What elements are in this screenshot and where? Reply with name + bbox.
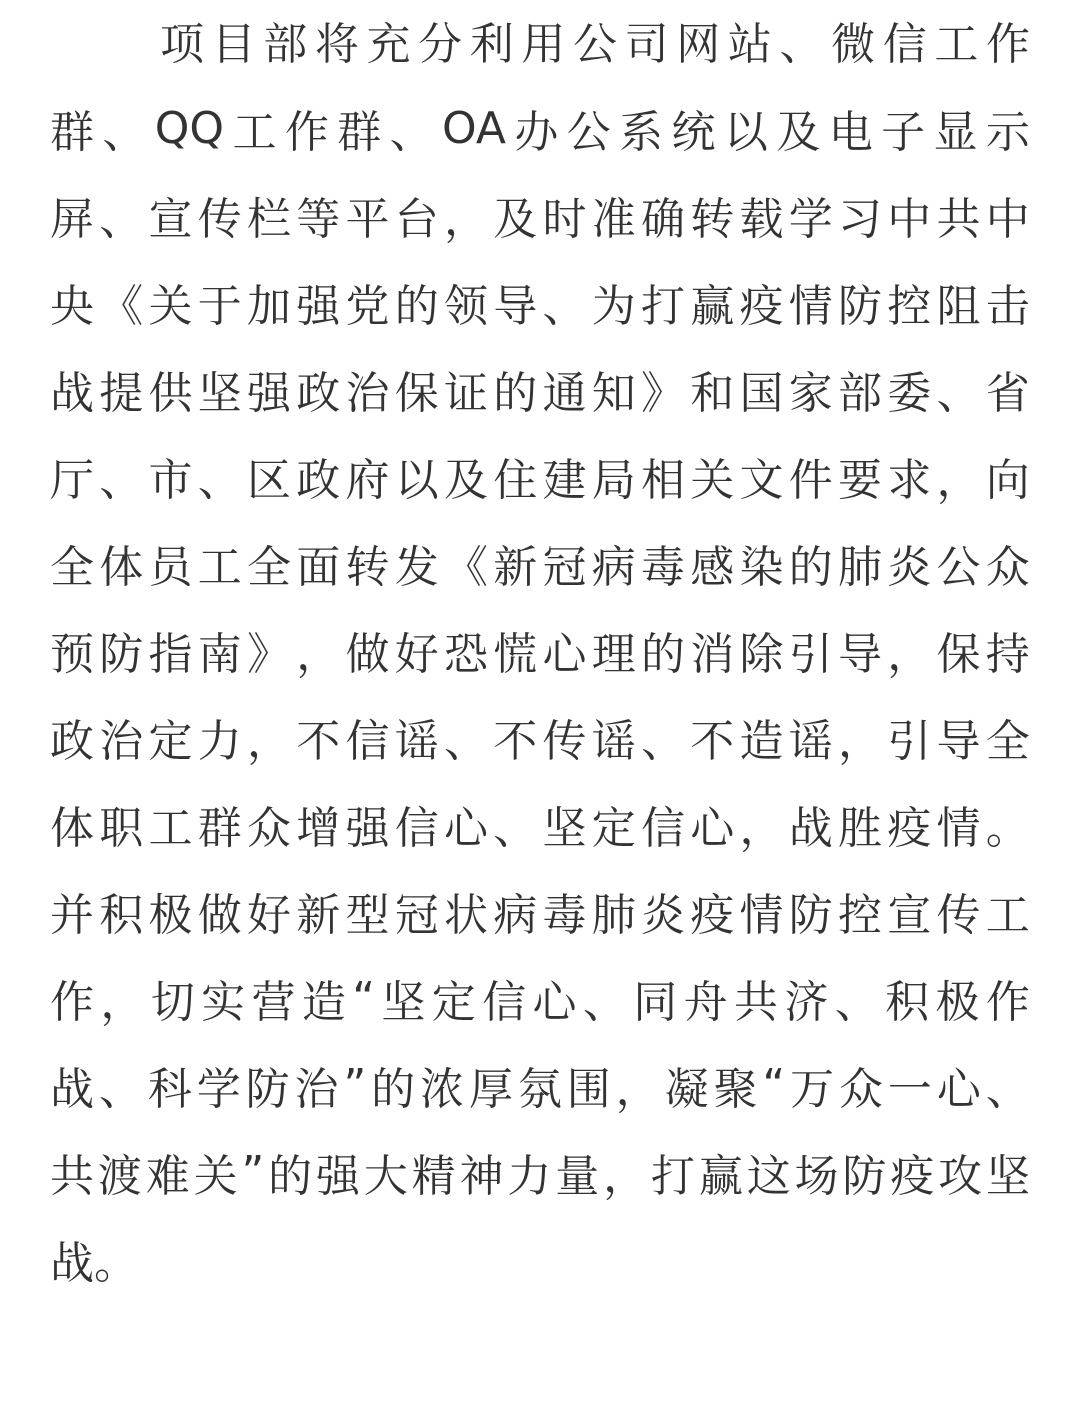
text-glyph: 《 (99, 281, 144, 332)
text-glyph: 及 (776, 107, 821, 158)
text-glyph: OA (442, 102, 506, 154)
paragraph-line (50, 519, 1030, 607)
text-glyph: 新 (296, 890, 341, 941)
text-glyph: 持 (985, 629, 1030, 680)
text-glyph: 群 (50, 107, 94, 158)
text-glyph: 》 (641, 368, 685, 419)
text-glyph: 慌 (493, 629, 538, 680)
text-glyph: 打 (650, 1151, 695, 1202)
paragraph-line (50, 0, 1030, 84)
text-glyph: 情 (788, 281, 833, 332)
text-glyph: 一 (887, 1064, 932, 1115)
text-glyph: 肺 (838, 542, 882, 593)
text-glyph: 工 (148, 803, 193, 854)
text-glyph: 证 (444, 368, 488, 419)
text-glyph: 及 (493, 194, 538, 245)
text-glyph: 理 (591, 629, 636, 680)
text-glyph: 阻 (936, 281, 981, 332)
text-glyph: 住 (493, 455, 538, 506)
text-glyph: 导 (936, 716, 981, 767)
text-glyph: 好 (247, 890, 291, 941)
text-glyph: 、 (102, 107, 147, 158)
text-glyph: 系 (619, 107, 664, 158)
paragraph-line (50, 606, 1030, 694)
text-glyph: “ (352, 972, 376, 1024)
text-glyph: 心 (690, 803, 735, 854)
text-glyph: 信 (482, 977, 527, 1028)
text-glyph: 病 (591, 542, 636, 593)
text-glyph: 场 (794, 1151, 839, 1202)
text-glyph: ， (838, 716, 882, 767)
text-glyph: 渡 (97, 1151, 142, 1202)
text-glyph: 政 (296, 368, 341, 419)
text-glyph: ， (100, 977, 145, 1028)
text-glyph: 厚 (468, 1064, 513, 1115)
text-glyph: 政 (296, 455, 341, 506)
text-glyph: 传 (936, 890, 981, 941)
text-glyph: 围 (566, 1064, 611, 1115)
text-glyph: ， (936, 455, 981, 506)
text-glyph: 心 (444, 803, 488, 854)
text-glyph: 做 (345, 629, 390, 680)
text-glyph: 实 (201, 977, 246, 1028)
text-glyph: 疫 (739, 281, 784, 332)
text-glyph: 以 (723, 107, 768, 158)
text-glyph: 病 (493, 890, 538, 941)
text-glyph: 控 (887, 281, 932, 332)
text-glyph: 示 (985, 107, 1030, 158)
text-glyph: 极 (148, 890, 193, 941)
text-glyph: 共 (936, 194, 981, 245)
text-glyph: 向 (985, 455, 1030, 506)
text-glyph: 工 (232, 107, 277, 158)
text-glyph: 胜 (838, 803, 882, 854)
text-glyph: 员 (148, 542, 193, 593)
text-glyph: 强 (315, 1151, 360, 1202)
text-glyph: 坚 (381, 977, 426, 1028)
text-glyph: 部 (263, 19, 308, 70)
text-glyph: 、 (493, 803, 538, 854)
paragraph-line (50, 1128, 1030, 1216)
text-glyph: 同 (633, 977, 678, 1028)
text-glyph: 省 (985, 368, 1030, 419)
text-glyph: 和 (690, 368, 735, 419)
paragraph-line (50, 1041, 1030, 1129)
text-glyph: 氛 (517, 1064, 562, 1115)
text-glyph: ， (603, 1151, 648, 1202)
text-glyph: 新 (493, 542, 538, 593)
text-glyph: 工 (197, 542, 242, 593)
text-glyph: 定 (148, 716, 193, 767)
text-glyph: 切 (150, 977, 195, 1028)
text-glyph: 击 (985, 281, 1030, 332)
paragraph-line (50, 171, 1030, 259)
text-glyph: 聚 (713, 1064, 758, 1115)
text-glyph: 屏 (50, 194, 94, 245)
text-glyph: 子 (881, 107, 926, 158)
text-glyph: 这 (746, 1151, 791, 1202)
text-glyph: 习 (838, 194, 882, 245)
paragraph-line (50, 345, 1030, 433)
text-glyph: 治 (345, 368, 390, 419)
text-glyph: 信 (641, 803, 685, 854)
text-glyph: 、 (99, 194, 144, 245)
text-glyph: 微 (831, 19, 876, 70)
text-glyph: 的 (371, 1064, 416, 1115)
text-glyph: 学 (788, 194, 833, 245)
paragraph-line (50, 258, 1030, 346)
text-glyph: 情 (739, 890, 784, 941)
text-glyph: 、 (641, 716, 685, 767)
text-glyph: 传 (197, 194, 242, 245)
text-glyph: 极 (935, 977, 980, 1028)
text-glyph: 中 (985, 194, 1030, 245)
text-glyph: 精 (411, 1151, 456, 1202)
text-glyph: 肺 (591, 890, 636, 941)
text-glyph: 赢 (690, 281, 735, 332)
text-glyph: 坚 (197, 368, 242, 419)
text-glyph: ， (247, 716, 291, 767)
text-glyph: 面 (296, 542, 341, 593)
text-glyph: 感 (690, 542, 735, 593)
text-glyph: 控 (838, 890, 882, 941)
text-glyph: 心 (542, 629, 587, 680)
text-glyph: 部 (838, 368, 882, 419)
text-glyph: 宣 (887, 890, 932, 941)
text-glyph: ， (615, 1064, 660, 1115)
text-glyph: 炎 (887, 542, 932, 593)
text-glyph: 全 (247, 542, 291, 593)
text-glyph: 导 (493, 281, 538, 332)
text-glyph: 准 (591, 194, 636, 245)
text-glyph: 引 (788, 629, 833, 680)
text-glyph: 加 (247, 281, 291, 332)
text-glyph: 信 (345, 716, 390, 767)
text-glyph: 疫 (890, 1151, 935, 1202)
text-glyph: 的 (394, 281, 439, 332)
text-glyph: ， (887, 629, 932, 680)
text-glyph: 、 (99, 455, 144, 506)
text-glyph: 谣 (394, 716, 439, 767)
text-glyph: 做 (197, 890, 242, 941)
text-glyph: 谣 (788, 716, 833, 767)
text-glyph: 冠 (542, 542, 587, 593)
text-glyph: 司 (624, 19, 669, 70)
text-glyph: 中 (887, 194, 932, 245)
text-glyph: 、 (444, 716, 488, 767)
text-glyph: 、 (389, 107, 434, 158)
text-glyph: 职 (99, 803, 144, 854)
text-glyph: 战 (50, 368, 94, 419)
text-glyph: 定 (591, 803, 636, 854)
text-glyph: 公 (566, 107, 611, 158)
text-glyph: 信 (882, 19, 927, 70)
text-glyph: 浓 (420, 1064, 465, 1115)
text-glyph: 强 (345, 803, 390, 854)
text-glyph: 的 (788, 542, 833, 593)
text-glyph: 不 (493, 716, 538, 767)
text-glyph: 防 (245, 1064, 290, 1115)
text-glyph: 神 (459, 1151, 504, 1202)
text-glyph: 积 (99, 890, 144, 941)
text-glyph: 信 (394, 803, 439, 854)
text-glyph: 以 (394, 455, 439, 506)
text-glyph: 平 (345, 194, 390, 245)
text-glyph: 《 (444, 542, 488, 593)
text-glyph: 冠 (394, 890, 439, 941)
text-glyph: 时 (542, 194, 587, 245)
text-glyph: 站 (727, 19, 772, 70)
text-glyph: 文 (739, 455, 784, 506)
text-glyph: 作 (50, 977, 94, 1028)
text-glyph: 作 (986, 19, 1030, 70)
text-glyph: 传 (542, 716, 587, 767)
text-glyph: 群 (197, 803, 242, 854)
text-glyph: 网 (676, 19, 721, 70)
text-glyph: 众 (247, 803, 291, 854)
text-glyph: 治 (99, 716, 144, 767)
text-glyph: ， (296, 629, 341, 680)
text-glyph: 造 (739, 716, 784, 767)
text-glyph: 消 (690, 629, 735, 680)
text-glyph: 谣 (591, 716, 636, 767)
text-glyph: 战 (50, 1064, 94, 1115)
text-glyph: 区 (247, 455, 291, 506)
text-glyph: 除 (739, 629, 784, 680)
text-glyph: QQ (154, 102, 225, 154)
text-glyph: 于 (197, 281, 242, 332)
text-glyph: 转 (345, 542, 390, 593)
paragraph-line (50, 867, 1030, 955)
text-glyph: 供 (148, 368, 193, 419)
text-glyph: 府 (345, 455, 390, 506)
text-glyph: 关 (690, 455, 735, 506)
text-glyph: 防 (842, 1151, 887, 1202)
text-glyph: 市 (148, 455, 193, 506)
text-glyph: 毒 (542, 890, 587, 941)
text-glyph: 引 (887, 716, 932, 767)
text-glyph: 通 (542, 368, 587, 419)
text-glyph: 件 (788, 455, 833, 506)
text-glyph: 心 (936, 1064, 981, 1115)
text-glyph: 指 (148, 629, 193, 680)
text-glyph: 电 (828, 107, 873, 158)
text-glyph: 为 (591, 281, 636, 332)
text-glyph: 栏 (247, 194, 291, 245)
text-glyph: 办 (514, 107, 559, 158)
text-glyph: 、 (834, 977, 879, 1028)
text-glyph: ” (343, 1059, 367, 1111)
text-glyph: 恐 (444, 629, 488, 680)
text-glyph: 型 (345, 890, 390, 941)
text-glyph: 体 (50, 803, 94, 854)
text-glyph: 》 (247, 629, 291, 680)
text-glyph: 家 (788, 368, 833, 419)
text-glyph: 发 (394, 542, 439, 593)
text-glyph: 作 (985, 977, 1030, 1028)
text-glyph: 委 (887, 368, 932, 419)
text-glyph: 等 (296, 194, 341, 245)
text-glyph: 央 (50, 281, 94, 332)
text-glyph: 济 (784, 977, 829, 1028)
text-glyph: 、 (98, 1064, 143, 1115)
text-glyph: 科 (147, 1064, 192, 1115)
text-glyph: 南 (197, 629, 242, 680)
text-glyph: 力 (197, 716, 242, 767)
text-glyph: 好 (394, 629, 439, 680)
text-glyph: 将 (314, 19, 359, 70)
paragraph-line (50, 954, 1030, 1042)
text-glyph: 载 (739, 194, 784, 245)
text-glyph: ” (241, 1146, 265, 1198)
text-glyph: 防 (99, 629, 144, 680)
text-glyph: 毒 (641, 542, 685, 593)
text-glyph: 公 (573, 19, 617, 70)
text-glyph: 心 (532, 977, 577, 1028)
text-glyph: 治 (294, 1064, 339, 1115)
text-glyph: 领 (444, 281, 488, 332)
text-glyph: 坚 (542, 803, 587, 854)
text-glyph: 众 (985, 542, 1030, 593)
text-glyph: 作 (284, 107, 329, 158)
text-glyph: 共 (50, 1151, 94, 1202)
text-glyph: 体 (99, 542, 144, 593)
text-glyph: 、 (779, 19, 824, 70)
text-glyph: 、 (936, 368, 981, 419)
text-glyph: 状 (444, 890, 488, 941)
text-glyph: 的 (641, 629, 685, 680)
text-glyph: 难 (145, 1151, 190, 1202)
text-glyph: 强 (296, 281, 341, 332)
text-glyph: 战 (788, 803, 833, 854)
text-glyph: 赢 (698, 1151, 743, 1202)
text-glyph: 攻 (938, 1151, 983, 1202)
text-glyph: 、 (197, 455, 242, 506)
text-glyph: 统 (671, 107, 716, 158)
text-glyph: 定 (431, 977, 476, 1028)
text-glyph: 大 (363, 1151, 408, 1202)
text-glyph: 局 (591, 455, 636, 506)
text-glyph: 打 (641, 281, 685, 332)
paragraph-line (50, 693, 1030, 781)
paragraph-line-last: 战。 (50, 1238, 138, 1289)
text-glyph: 保 (394, 368, 439, 419)
text-glyph: 疫 (690, 890, 735, 941)
text-glyph: 求 (887, 455, 932, 506)
text-glyph: 群 (337, 107, 382, 158)
text-glyph: 并 (50, 890, 94, 941)
text-glyph: 利 (469, 19, 514, 70)
text-glyph: 国 (739, 368, 784, 419)
text-glyph: 目 (211, 19, 256, 70)
text-glyph: 不 (690, 716, 735, 767)
text-glyph: 全 (50, 542, 94, 593)
text-glyph: 积 (885, 977, 930, 1028)
text-glyph: 相 (641, 455, 685, 506)
text-glyph: 凝 (664, 1064, 709, 1115)
text-glyph: 造 (301, 977, 346, 1028)
text-glyph: 的 (493, 368, 538, 419)
text-glyph: ， (739, 803, 784, 854)
text-glyph: 公 (936, 542, 981, 593)
text-glyph: 、 (542, 281, 587, 332)
text-glyph: 政 (50, 716, 94, 767)
text-glyph: 坚 (985, 1151, 1030, 1202)
text-glyph: 关 (148, 281, 193, 332)
text-glyph: ， (444, 194, 488, 245)
text-glyph: 建 (542, 455, 587, 506)
text-glyph: 全 (985, 716, 1030, 767)
text-glyph: 宣 (148, 194, 193, 245)
text-glyph: 染 (739, 542, 784, 593)
text-glyph: 力 (507, 1151, 552, 1202)
paragraph-line (50, 780, 1030, 868)
text-glyph: 舟 (683, 977, 728, 1028)
text-glyph: “ (762, 1059, 786, 1111)
text-glyph: 厅 (50, 455, 94, 506)
text-glyph: 不 (296, 716, 341, 767)
text-glyph: 导 (838, 629, 882, 680)
text-glyph: 共 (734, 977, 779, 1028)
text-glyph: 转 (690, 194, 735, 245)
text-glyph: 充 (366, 19, 411, 70)
text-glyph: 、 (582, 977, 627, 1028)
text-glyph: 防 (788, 890, 833, 941)
text-glyph: 疫 (887, 803, 932, 854)
text-glyph: 预 (50, 629, 94, 680)
text-glyph: 提 (99, 368, 144, 419)
text-glyph: 强 (247, 368, 291, 419)
text-glyph: 增 (296, 803, 341, 854)
text-glyph: 台 (394, 194, 439, 245)
text-glyph: 确 (641, 194, 685, 245)
text-glyph: 要 (838, 455, 882, 506)
text-glyph: 保 (936, 629, 981, 680)
text-glyph: 众 (839, 1064, 883, 1115)
text-glyph: 的 (268, 1151, 313, 1202)
paragraph-line (50, 84, 1030, 172)
text-glyph: 工 (934, 19, 979, 70)
text-glyph: 营 (251, 977, 296, 1028)
text-glyph: 知 (591, 368, 636, 419)
text-glyph: 学 (196, 1064, 241, 1115)
text-glyph: 关 (193, 1151, 238, 1202)
text-glyph: 显 (933, 107, 978, 158)
text-glyph: 情 (936, 803, 981, 854)
text-glyph: 及 (444, 455, 488, 506)
text-glyph: 项 (160, 19, 204, 70)
text-glyph: 。 (985, 803, 1030, 854)
text-glyph: 量 (555, 1151, 600, 1202)
text-glyph: 万 (790, 1064, 835, 1115)
text-glyph: 工 (985, 890, 1030, 941)
text-glyph: 防 (838, 281, 882, 332)
text-glyph: 分 (418, 19, 463, 70)
text-glyph: 党 (345, 281, 390, 332)
text-glyph: 、 (985, 1064, 1030, 1115)
paragraph-line (50, 432, 1030, 520)
text-glyph: 炎 (641, 890, 685, 941)
text-glyph: 用 (521, 19, 566, 70)
